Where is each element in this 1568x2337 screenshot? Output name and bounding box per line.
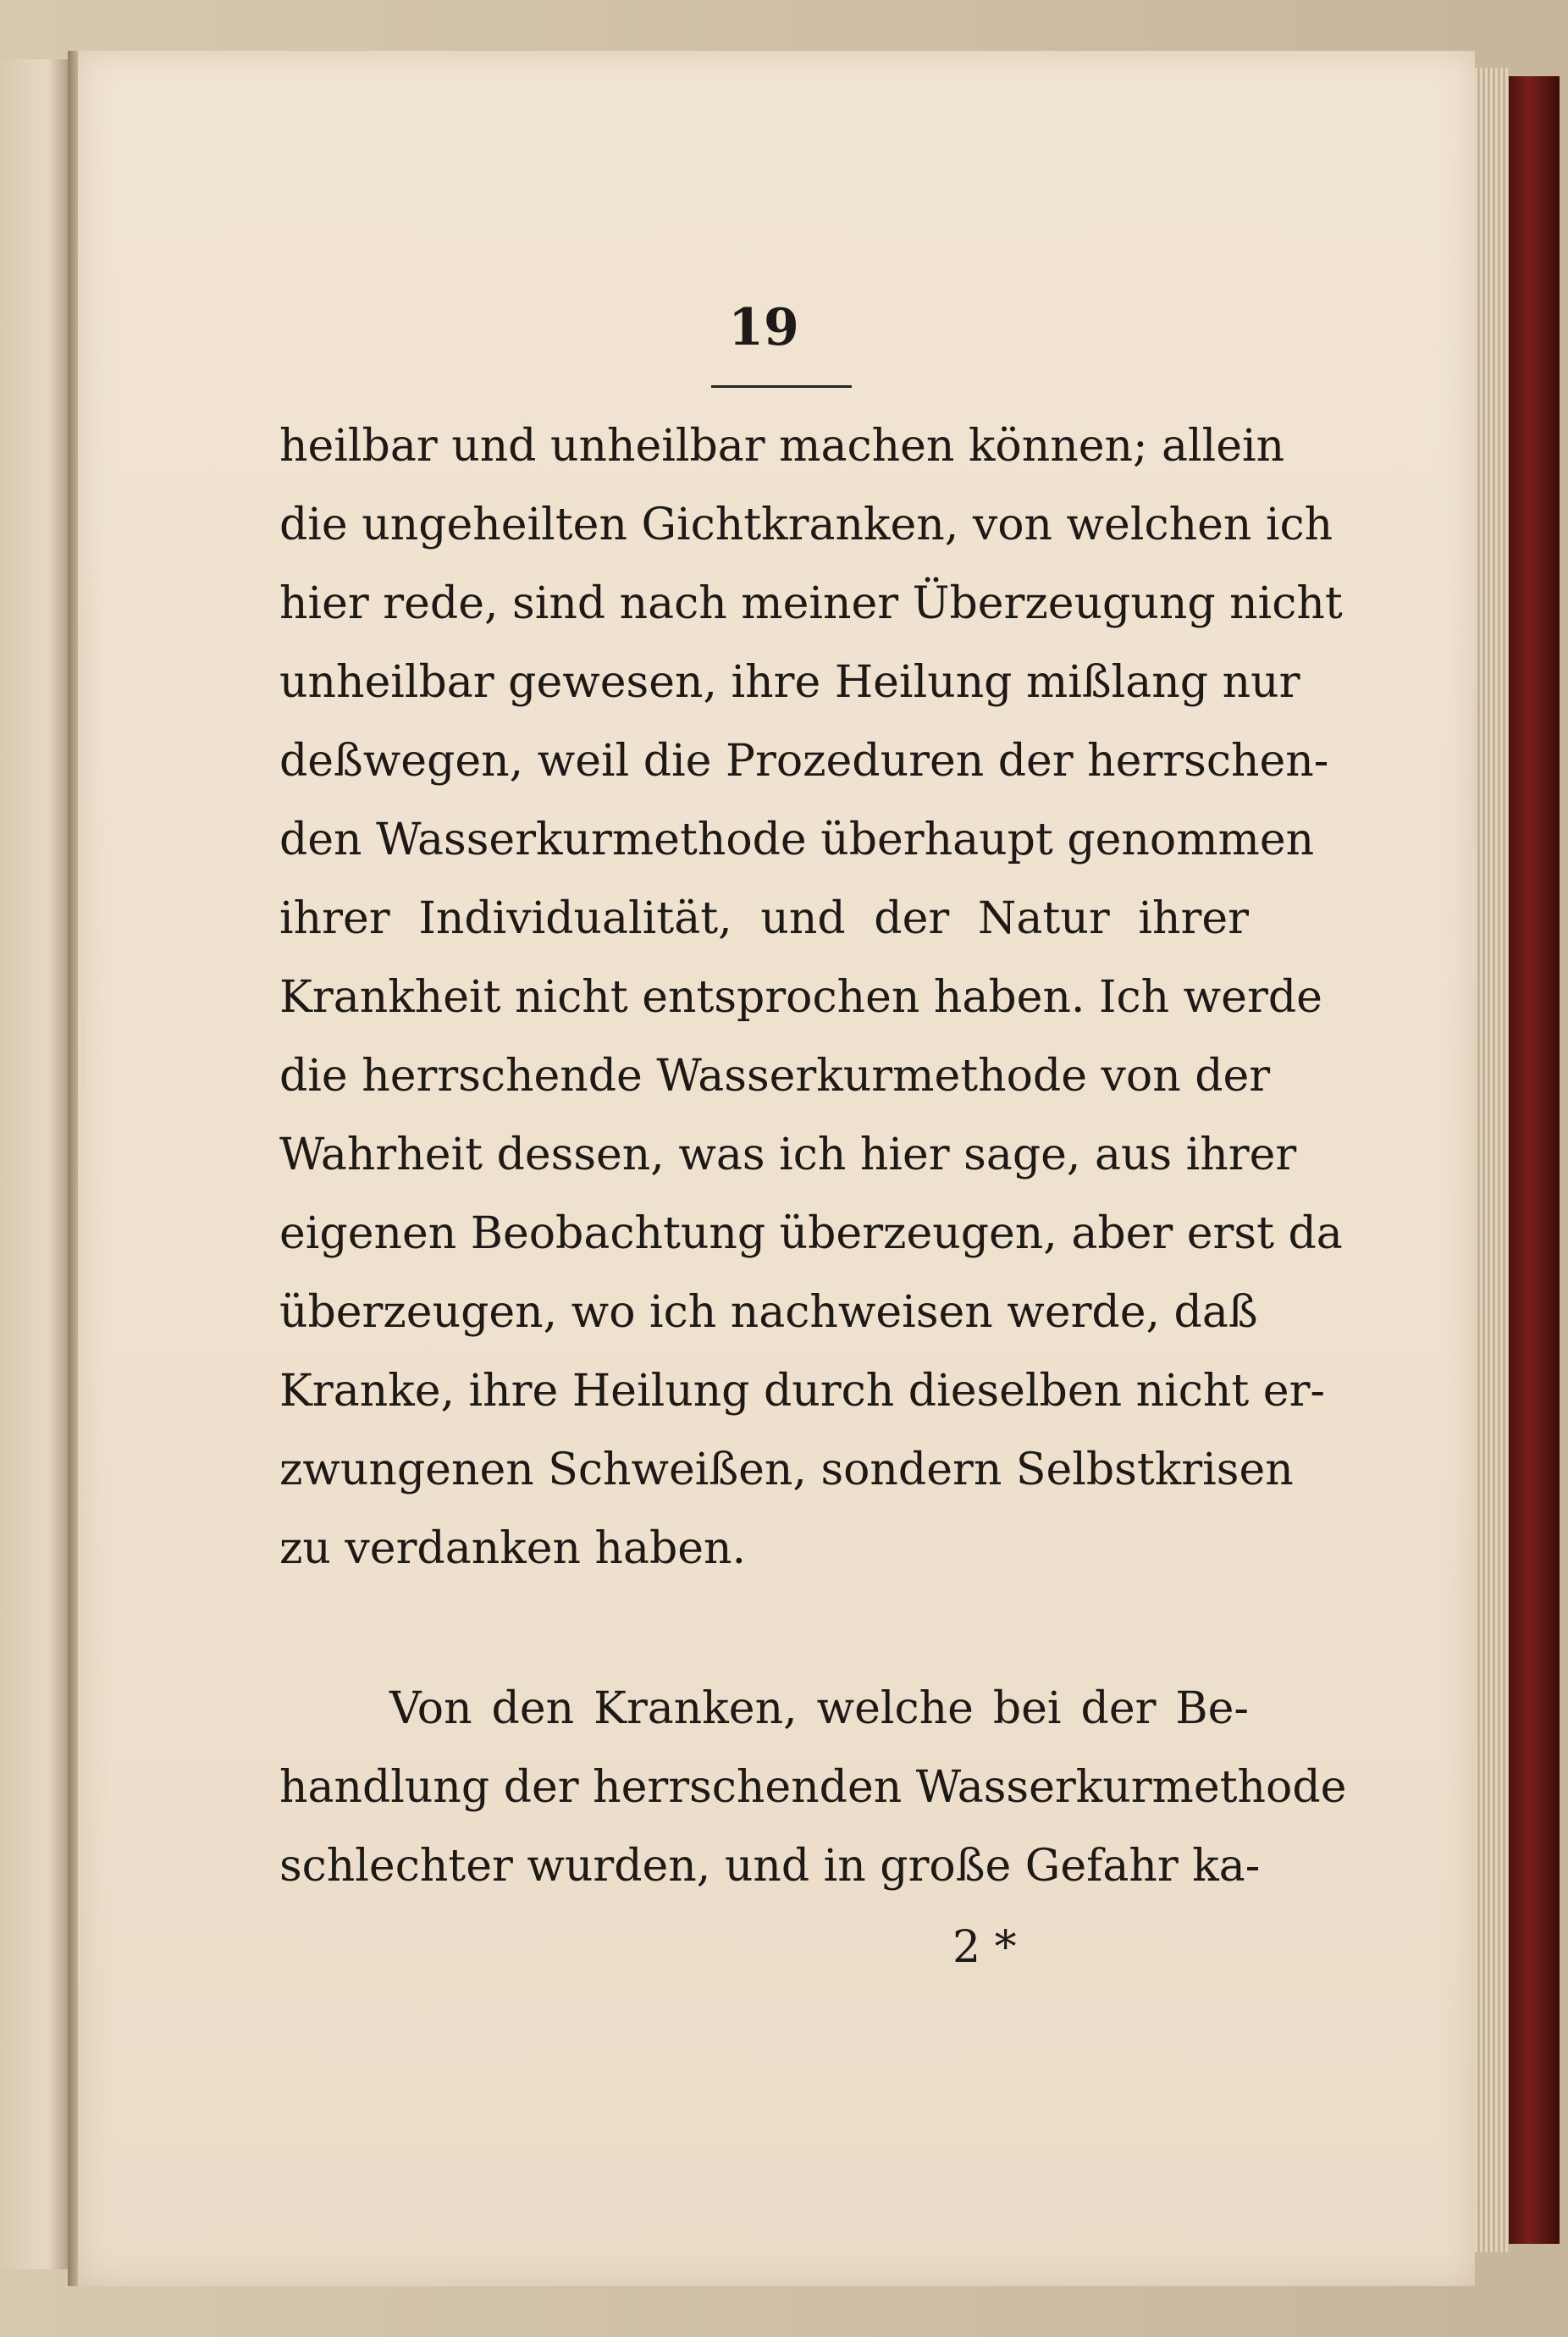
text-line: heilbar und unheilbar machen können; allein — [279, 421, 1285, 472]
text-line: hier rede, sind nach meiner Überzeugung nicht — [279, 578, 1343, 629]
paragraph-2-first-line: Von den Kranken, welche bei der Be- — [389, 1683, 1249, 1734]
text-line: deßwegen, weil die Prozeduren der herrschen- — [279, 736, 1329, 787]
text-line: überzeugen, wo ich nachweisen werde, daß — [279, 1287, 1258, 1338]
text-line: unheilbar gewesen, ihre Heilung mißlang nur — [279, 657, 1300, 708]
page-edges — [1475, 68, 1509, 2252]
text-line: Wahrheit dessen, was ich hier sage, aus ihrer — [279, 1130, 1297, 1180]
text-line: die herrschende Wasserkurmethode von der — [279, 1051, 1271, 1102]
text-line: die ungeheilten Gichtkranken, von welchen ich — [279, 500, 1333, 550]
text-line: Kranke, ihre Heilung durch dieselben nicht er- — [279, 1366, 1325, 1417]
text-line: eigenen Beobachtung überzeugen, aber erst da — [279, 1208, 1343, 1259]
text-line: den Wasserkurmethode überhaupt genommen — [279, 815, 1315, 865]
header-rule — [711, 385, 852, 388]
book-cover-edge — [1509, 76, 1560, 2244]
text-line: zwungenen Schweißen, sondern Selbstkrisen — [279, 1445, 1294, 1495]
text-line-last: zu verdanken haben. — [279, 1523, 747, 1574]
text-line: Krankheit nicht entsprochen haben. Ich werde — [279, 972, 1322, 1023]
text-line: ihrer Individualität, und der Natur ihrer — [279, 893, 1249, 944]
text-line: schlechter wurden, und in große Gefahr ka- — [279, 1841, 1261, 1892]
signature-mark: 2 * — [952, 1922, 1017, 1973]
page-number: 19 — [728, 298, 799, 357]
left-page-edge — [0, 59, 69, 2269]
text-line: handlung der herrschenden Wasserkurmethode — [279, 1762, 1347, 1813]
